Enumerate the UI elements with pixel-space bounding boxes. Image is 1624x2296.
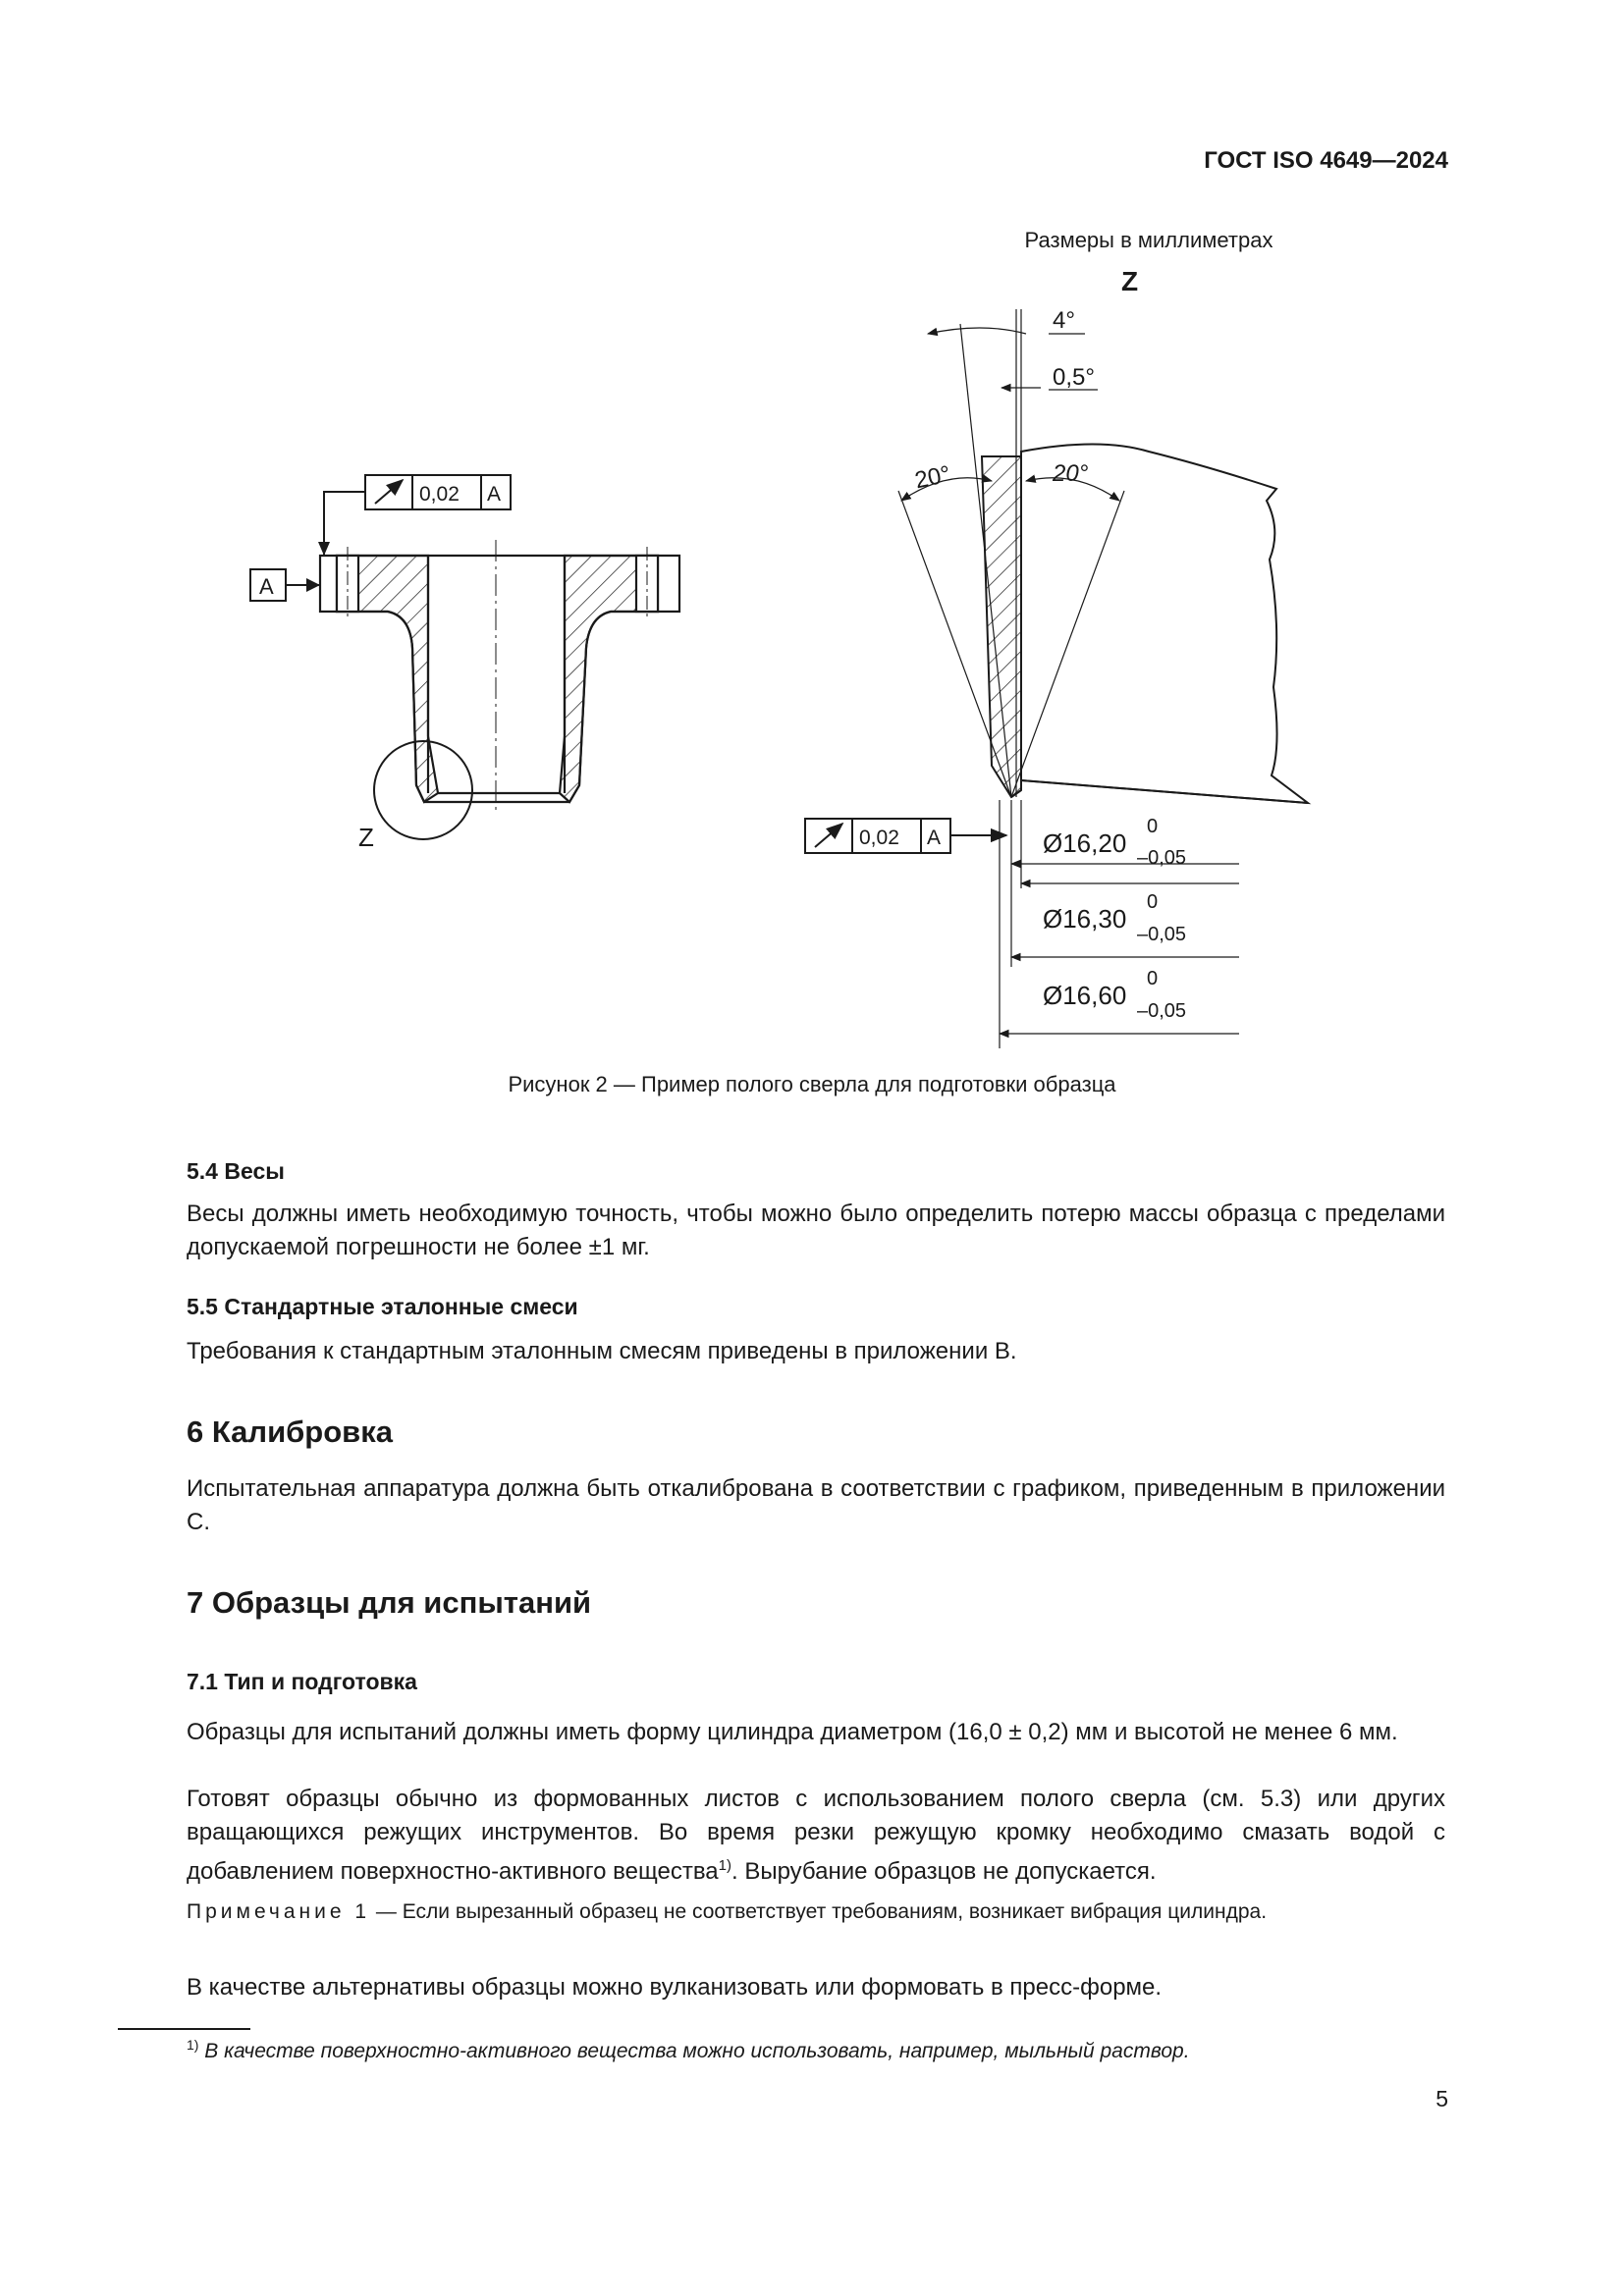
- svg-text:0,02: 0,02: [859, 827, 899, 849]
- dimension-3-nominal: Ø16,60: [1043, 981, 1127, 1010]
- dimension-3-upper: 0: [1147, 968, 1159, 989]
- angle-left-label: 20°: [912, 460, 953, 495]
- footnote-marker: 1): [187, 2037, 199, 2053]
- angle-small-label: 0,5°: [1053, 364, 1095, 391]
- svg-text:A: A: [259, 574, 274, 599]
- section-7-heading: 7 Образцы для испытаний: [187, 1585, 592, 1620]
- section-6-heading: 6 Калибровка: [187, 1415, 393, 1449]
- detail-callout-label: Z: [358, 823, 374, 852]
- svg-text:A: A: [927, 827, 942, 849]
- svg-text:0,02: 0,02: [419, 483, 460, 506]
- figure-caption: Рисунок 2 — Пример полого сверла для подготовки образца: [508, 1072, 1116, 1096]
- units-note: Размеры в миллиметрах: [1024, 228, 1273, 252]
- dimension-values: [1043, 816, 1186, 1022]
- footnote-text: В качестве поверхностно-активного вещества можно использовать, например, мыльный раствор.: [198, 2040, 1190, 2062]
- standard-title: ГОСТ ISO 4649—2024: [1204, 147, 1448, 174]
- drill-section-view: [320, 540, 679, 810]
- detail-view-label: Z: [1121, 266, 1139, 296]
- note-1: [187, 1897, 1445, 1927]
- footnote-ref: 1): [718, 1857, 731, 1874]
- drill-figure: [0, 0, 1624, 1080]
- tolerance-frame-right: [805, 819, 1006, 853]
- detail-z-view: [982, 445, 1308, 804]
- section-5-4-heading: 5.4 Весы: [187, 1158, 285, 1184]
- datum-a-symbol: [250, 569, 320, 601]
- tolerance-frame-left: [318, 475, 511, 556]
- dimension-1-lower: –0,05: [1137, 847, 1187, 869]
- section-7-1-p1: Образцы для испытаний должны иметь форму цилиндра диаметром (16,0 ± 0,2) мм и высотой не менее 6 мм.: [187, 1719, 1398, 1745]
- dimension-1-nominal: Ø16,20: [1043, 828, 1127, 858]
- section-7-1-p3: В качестве альтернативы образцы можно вулканизовать или формовать в пресс-форме.: [187, 1974, 1163, 2001]
- note-label: Примечание 1: [187, 1900, 371, 1923]
- dimension-2-upper: 0: [1147, 891, 1159, 913]
- svg-text:A: A: [487, 483, 502, 506]
- dimension-2-lower: –0,05: [1137, 924, 1187, 945]
- section-7-1-heading: 7.1 Тип и подготовка: [187, 1669, 417, 1694]
- detail-wall-hatch: [982, 456, 1021, 797]
- dimension-1-upper: 0: [1147, 816, 1159, 837]
- footnote: [187, 2037, 1443, 2063]
- section-7-1-p2: Готовят образцы обычно из формованных листов с использованием полого сверла (см. 5.3) или других вращающихся режущих инструментов. Во время резки режущую кромку необходимо смазать водой с добавлением поверхностно-активного вещества$^{1)}$. Вырубание образцов не допускается.: [187, 1786, 1445, 1885]
- section-5-5-heading: 5.5 Стандартные эталонные смеси: [187, 1294, 578, 1319]
- note-text: — Если вырезанный образец не соответствует требованиям, возникает вибрация цилиндра.: [370, 1900, 1268, 1923]
- footnote-separator: [118, 2028, 250, 2030]
- section-5-4-text: Весы должны иметь необходимую точность, чтобы можно было определить потерю массы образца с пределами допускаемой погрешности не более ±1 мг.: [187, 1201, 1445, 1260]
- dimension-2-nominal: Ø16,30: [1043, 904, 1127, 934]
- section-6-text: Испытательная аппаратура должна быть откалибрована в соответствии с графиком, приведенным в приложении C.: [187, 1475, 1445, 1535]
- page-number: 5: [1435, 2086, 1448, 2111]
- angle-right-label: 20°: [1053, 460, 1089, 487]
- section-5-5-text: Требования к стандартным эталонным смесям приведены в приложении B.: [187, 1338, 1017, 1364]
- dimension-3-lower: –0,05: [1137, 1000, 1187, 1022]
- angle-top-label: 4°: [1053, 307, 1075, 334]
